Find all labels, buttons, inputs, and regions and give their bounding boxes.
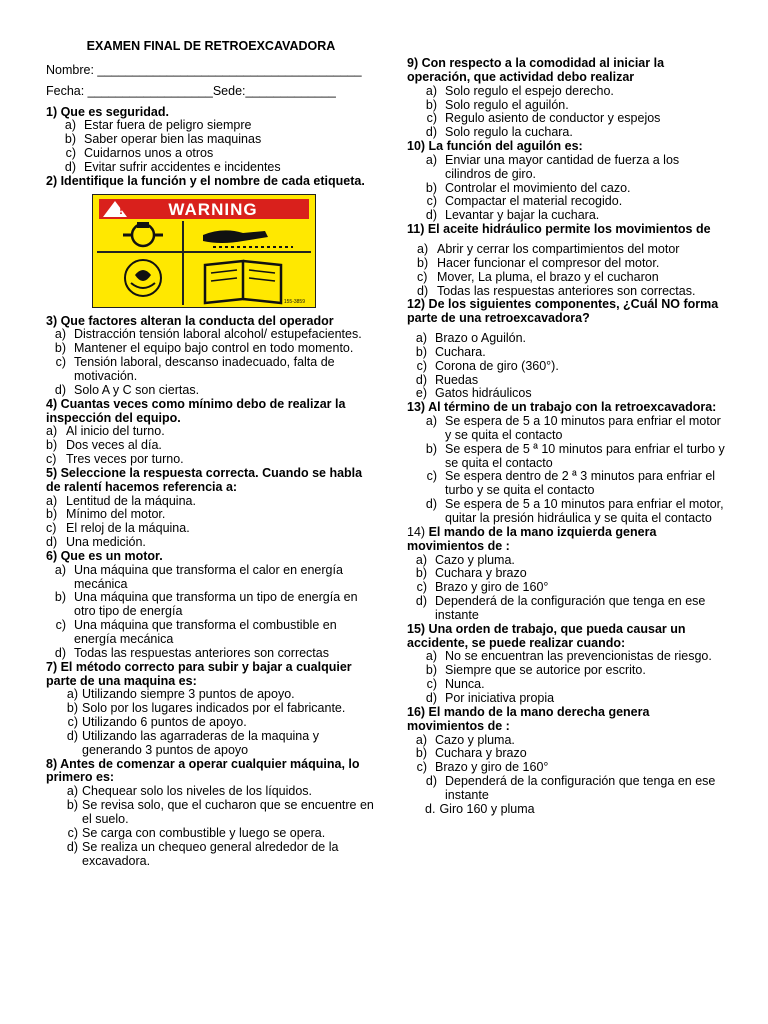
nombre-field[interactable]: Nombre: ______________________________________ (46, 62, 362, 77)
question-stem: 6) Que es un motor. (46, 548, 163, 563)
answer-option[interactable]: c) Corona de giro (360°). (416, 358, 559, 373)
question-9 (407, 57, 727, 140)
answer-option[interactable]: d) Todas las respuestas anteriores son correctas (54, 645, 329, 660)
question-stem: 7) El método correcto para subir y bajar a cualquier parte de una maquina es: (46, 659, 352, 688)
question-stem: 10) La función del aguilón es: (407, 139, 583, 154)
answer-option[interactable]: c) Se carga con combustible y luego se opera. (67, 825, 326, 840)
answer-option[interactable]: c) Utilizando 6 puntos de apoyo. (67, 715, 247, 730)
answer-option[interactable]: e) Gatos hidráulicos (415, 386, 532, 401)
answer-option[interactable]: d) Levantar y bajar la cuchara. (425, 208, 600, 223)
answer-option[interactable]: a) Distracción tensión laboral alcohol/ estupefacientes. (54, 327, 362, 342)
question-stem: 5) Seleccione la respuesta correcta. Cuando se habla de ralentí hacemos referencia a: (46, 465, 363, 494)
answer-option[interactable]: a) Solo regulo el espejo derecho. (425, 83, 614, 98)
answer-option[interactable]: b) Siempre que se autorice por escrito. (425, 663, 646, 678)
question-stem: 9) Con respecto a la comodidad al iniciar la operación, que actividad debo realizar (407, 56, 665, 84)
label-code-text: 155-3859 (283, 298, 305, 305)
question-16 (407, 706, 727, 817)
warning-header-text: WARNING (168, 199, 258, 219)
fecha-sede-field[interactable]: Fecha: __________________Sede:_____________ (46, 83, 336, 98)
answer-option[interactable]: c) Tensión laboral, descanso inadecuado, falta de motivación. (55, 355, 335, 383)
question-number: 14) (407, 524, 426, 539)
answer-option[interactable]: d) Todas las respuestas anteriores son correctas. (417, 283, 696, 298)
answer-option[interactable]: b) Saber operar bien las maquinas (64, 132, 262, 147)
right-column (407, 57, 727, 817)
answer-option[interactable]: c) Brazo y giro de 160° (416, 760, 549, 775)
answer-option[interactable]: d) Dependerá de la configuración que tenga en ese instante (425, 774, 716, 802)
answer-option[interactable]: a) Utilizando siempre 3 puntos de apoyo. (66, 687, 295, 702)
question-13 (407, 401, 727, 526)
question-stem: 15) Una orden de trabajo, que pueda causar un accidente, se puede realizar cuando: (407, 621, 686, 650)
answer-option[interactable]: a) Se espera de 5 a 10 minutos para enfriar el motor y se quita el contacto (425, 414, 721, 442)
answer-option[interactable]: b) Cuchara y brazo (415, 746, 527, 761)
answer-option[interactable]: c) Cuidarnos unos a otros (65, 146, 214, 161)
question-stem: 2) Identifique la función y el nombre de cada etiqueta. (46, 173, 365, 188)
question-7 (46, 661, 376, 758)
question-stem: 12) De los siguientes componentes, ¿Cuál NO forma parte de una retroexcavadora? (407, 297, 719, 326)
left-column (46, 40, 376, 868)
answer-option[interactable]: a) Cazo y pluma. (415, 732, 515, 747)
answer-option[interactable]: d) Se realiza un chequeo general alrededor de la excavadora. (66, 839, 339, 868)
answer-option[interactable]: a) Brazo o Aguilón. (415, 331, 527, 346)
question-5 (46, 467, 376, 550)
answer-option[interactable]: c) Compactar el material recogido. (426, 194, 623, 209)
answer-option[interactable]: c) Una máquina que transforma el combustible en energía mecánica (55, 618, 337, 646)
answer-option[interactable]: b) Dos veces al día. (46, 438, 162, 453)
question-stem: 4) Cuantas veces como mínimo debo de realizar la inspección del equipo. (46, 396, 346, 425)
answer-option[interactable]: b) Mínimo del motor. (46, 507, 166, 522)
answer-option[interactable]: b) Se revisa solo, que el cucharon que se encuentre en el suelo. (66, 798, 374, 826)
question-6 (46, 550, 376, 661)
question-stem: 11) El aceite hidráulico permite los movimientos de (407, 222, 711, 237)
answer-option[interactable]: a) Lentitud de la máquina. (46, 493, 196, 508)
answer-option[interactable]: c) Se espera dentro de 2 ª 3 minutos para enfriar el turbo y se quita el contacto (426, 469, 716, 498)
answer-option[interactable]: b) Solo por los lugares indicados por el fabricante. (66, 701, 346, 716)
answer-option[interactable]: c) El reloj de la máquina. (46, 521, 190, 536)
answer-option[interactable]: a) Estar fuera de peligro siempre (64, 118, 252, 133)
exam-title: EXAMEN FINAL DE RETROEXCAVADORA (86, 39, 336, 53)
question-stem: 1) Que es seguridad. (46, 104, 169, 119)
warning-label-image (92, 194, 316, 308)
answer-option[interactable]: b) Una máquina que transforma un tipo de energía en otro tipo de energía (54, 590, 358, 619)
svg-text:!: ! (119, 202, 123, 217)
question-stem: 8) Antes de comenzar a operar cualquier máquina, lo primero es: (46, 756, 360, 785)
answer-option[interactable]: d) Por iniciativa propia (425, 690, 555, 705)
question-stem: 14) El mando de la mano izquierda genera movimientos de : (407, 524, 657, 553)
answer-option[interactable]: d) Una medición. (46, 535, 146, 550)
question-4 (46, 398, 376, 467)
answer-option[interactable]: d) Solo A y C son ciertas. (54, 382, 200, 397)
answer-option[interactable]: c) Mover, La pluma, el brazo y el cucharon (417, 269, 659, 284)
answer-option[interactable]: a) Chequear solo los niveles de los líquidos. (66, 784, 312, 799)
question-14 (407, 526, 727, 623)
answer-option[interactable]: d) Ruedas (415, 372, 479, 387)
question-11 (407, 223, 727, 298)
question-8 (46, 758, 376, 869)
question-2 (46, 175, 376, 308)
answer-option[interactable]: c) Brazo y giro de 160° (416, 580, 549, 595)
answer-option[interactable]: b) Hacer funcionar el compresor del motor. (417, 255, 660, 270)
answer-option[interactable]: d) Dependerá de la configuración que tenga en ese instante (415, 594, 706, 622)
answer-option[interactable]: d) Solo regulo la cuchara. (425, 125, 573, 140)
answer-option[interactable]: d) Utilizando las agarraderas de la maquina y generando 3 puntos de apoyo (66, 728, 319, 757)
answer-option[interactable]: c) Tres veces por turno. (46, 452, 184, 467)
answer-option[interactable]: b) Cuchara. (415, 344, 486, 359)
answer-option[interactable]: c) Nunca. (426, 677, 485, 692)
answer-option[interactable]: d) Se espera de 5 a 10 minutos para enfriar el motor, quitar la presión hidráulica y se quita el contacto (425, 497, 724, 525)
question-stem: 16) El mando de la mano derecha genera movimientos de : (407, 704, 650, 733)
answer-option[interactable]: b) Se espera de 5 ª 10 minutos para enfriar el turbo y se quita el contacto (425, 441, 725, 470)
answer-option[interactable]: a) Una máquina que transforma el calor en energía mecánica (54, 562, 343, 591)
answer-option[interactable]: a) Abrir y cerrar los compartimientos del motor (417, 241, 680, 256)
answer-option[interactable]: b) Controlar el movimiento del cazo. (425, 180, 631, 195)
answer-option[interactable]: d) Evitar sufrir accidentes e incidentes (64, 159, 281, 174)
question-15 (407, 623, 727, 706)
question-stem: 13) Al término de un trabajo con la retroexcavadora: (407, 400, 717, 415)
answer-option[interactable]: d. Giro 160 y pluma (425, 801, 535, 816)
question-12 (407, 298, 727, 401)
question-10 (407, 140, 727, 223)
answer-option[interactable]: b) Solo regulo el aguilón. (425, 97, 569, 112)
warning-label-graphic (93, 195, 315, 307)
answer-option[interactable]: a) Cazo y pluma. (415, 552, 515, 567)
answer-option[interactable]: a) No se encuentran las prevencionistas de riesgo. (425, 649, 712, 664)
answer-option[interactable]: b) Mantener el equipo bajo control en todo momento. (54, 341, 354, 356)
answer-option[interactable]: a) Enviar una mayor cantidad de fuerza a los cilindros de giro. (425, 152, 680, 181)
answer-option[interactable]: a) Al inicio del turno. (46, 424, 165, 439)
question-1 (46, 106, 376, 175)
question-3 (46, 315, 376, 398)
answer-option[interactable]: c) Regulo asiento de conductor y espejos (426, 111, 661, 126)
answer-option[interactable]: b) Cuchara y brazo (415, 566, 527, 581)
question-stem: 3) Que factores alteran la conducta del operador (46, 313, 334, 328)
